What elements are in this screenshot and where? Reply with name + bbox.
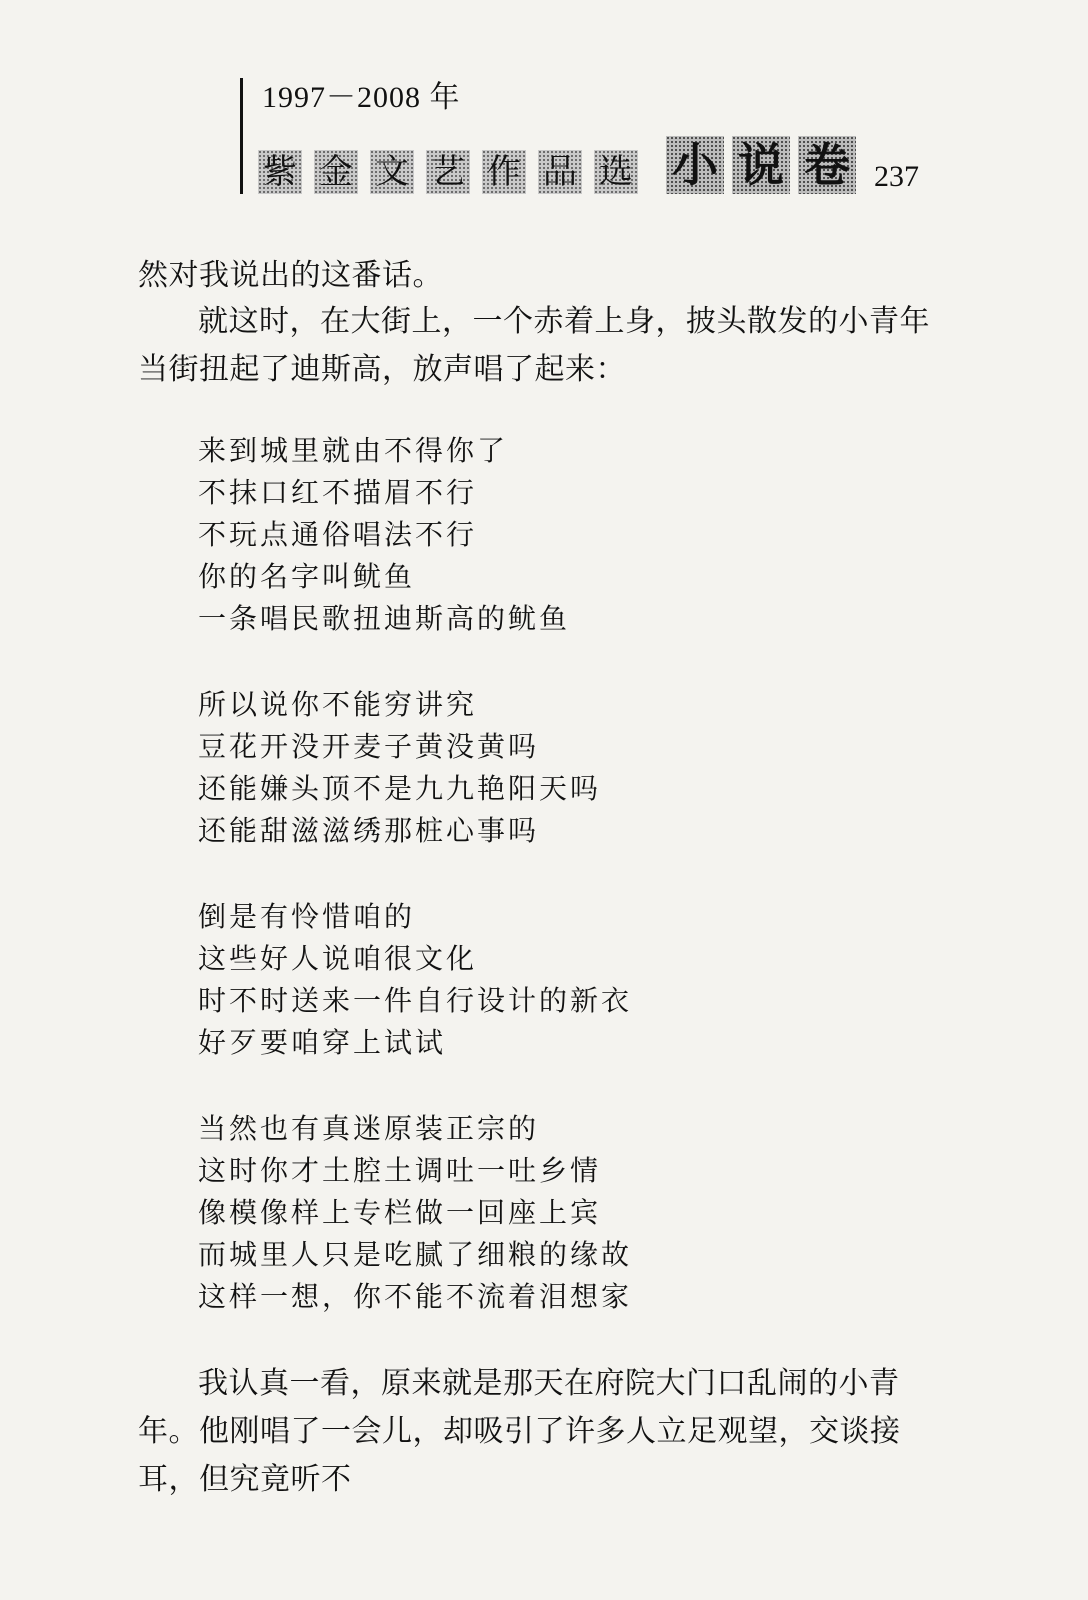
paragraph-continuation: 然对我说出的这番话。: [138, 258, 443, 293]
song-line: 倒是有怜惜咱的: [198, 900, 416, 933]
volume-title-char: 说: [732, 136, 790, 194]
song-stanza-3: [198, 896, 632, 1064]
song-line: 不抹口红不描眉不行: [198, 476, 478, 509]
paragraph-street-scene: 就这时，在大街上，一个赤着上身，披头散发的小青年当街扭起了迪斯高，放声唱了起来：: [138, 304, 930, 387]
song-line: 时不时送来一件自行设计的新衣: [198, 984, 633, 1017]
song-line: 这时你才土腔土调吐一吐乡情: [198, 1154, 602, 1187]
header-rule: [240, 78, 243, 194]
series-title-char: 文: [370, 150, 414, 194]
song-line: 这些好人说咱很文化: [198, 942, 478, 975]
paragraph-recognition: 我认真一看，原来就是那天在府院大门口乱闹的小青年。他刚唱了一会儿，却吸引了许多人立足观望，交谈接耳，但究竟听不: [138, 1366, 901, 1497]
song-line: 好歹要咱穿上试试: [198, 1026, 447, 1059]
series-title-char: 品: [538, 150, 582, 194]
song-line: 这样一想，你不能不流着泪想家: [198, 1280, 633, 1313]
song-line: 当然也有真迷原装正宗的: [198, 1112, 540, 1145]
series-title-char: 金: [314, 150, 358, 194]
song-line: 而城里人只是吃腻了细粮的缘故: [198, 1238, 633, 1271]
header-title: [258, 136, 919, 194]
song-stanza-1: [198, 430, 570, 640]
song-line: 你的名字叫鱿鱼: [198, 560, 416, 593]
series-title-char: 紫: [258, 150, 302, 194]
song-stanza-4: [198, 1108, 632, 1318]
song-line: 所以说你不能穷讲究: [198, 688, 478, 721]
song-line: 来到城里就由不得你了: [198, 434, 509, 467]
song-line: 不玩点通俗唱法不行: [198, 518, 478, 551]
song-line: 像模像样上专栏做一回座上宾: [198, 1196, 602, 1229]
song-stanza-2: [198, 684, 601, 852]
series-title-char: 作: [482, 150, 526, 194]
series-title-char: 艺: [426, 150, 470, 194]
volume-title-char: 卷: [798, 136, 856, 194]
header-years: 1997－2008 年: [262, 81, 461, 114]
song-line: 还能甜滋滋绣那桩心事吗: [198, 814, 540, 847]
song-line: 豆花开没开麦子黄没黄吗: [198, 730, 540, 763]
song-line: 还能嫌头顶不是九九艳阳天吗: [198, 772, 602, 805]
volume-title-char: 小: [666, 136, 724, 194]
song-line: 一条唱民歌扭迪斯高的鱿鱼: [198, 602, 571, 635]
series-title-char: 选: [594, 150, 638, 194]
page-number: 237: [874, 160, 919, 193]
